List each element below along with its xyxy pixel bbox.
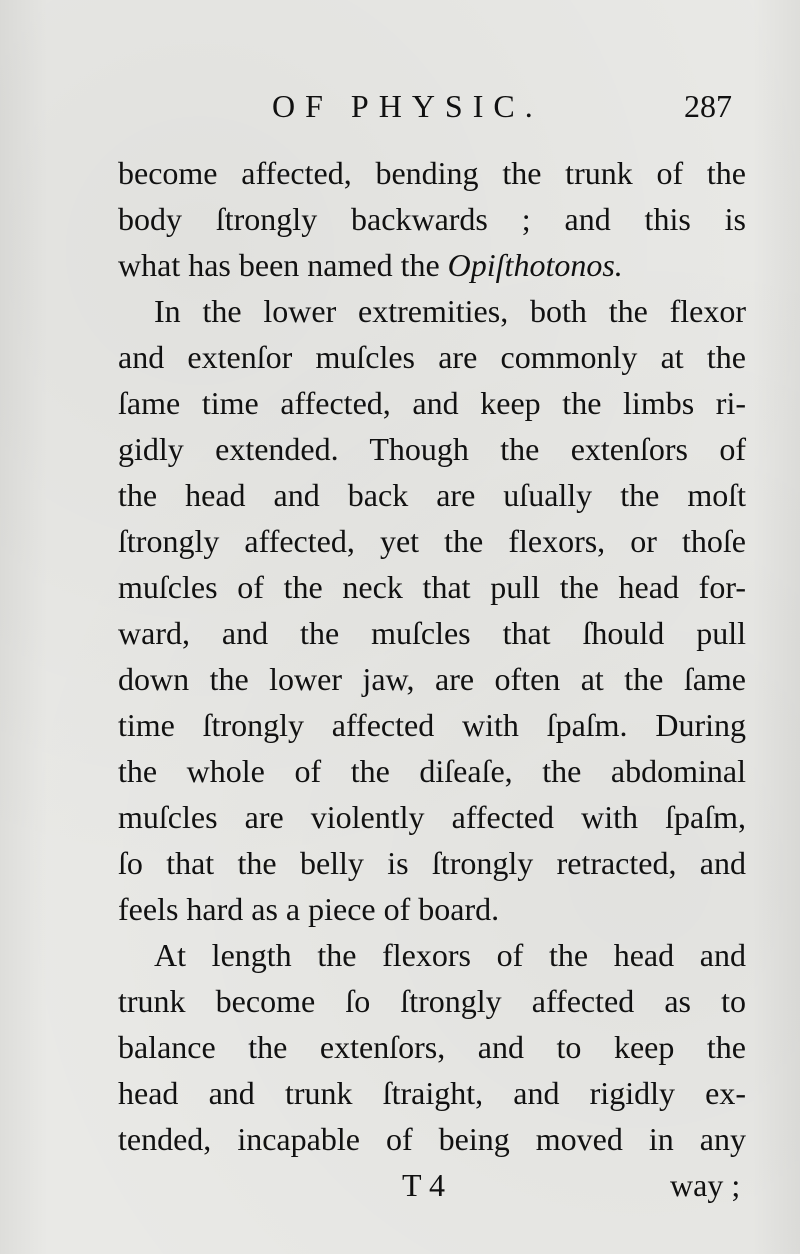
- opisthotonos-term: Opiſthotonos.: [447, 247, 623, 283]
- text-line-15: muſcles are violently affected with ſpaſm,: [118, 799, 746, 835]
- text-line-3: [118, 242, 746, 288]
- text-line-6: ſame time affected, and keep the limbs ri-: [118, 385, 746, 421]
- text-line-10: muſcles of the neck that pull the head for-: [118, 569, 746, 605]
- text-line-11: ward, and the muſcles that ſhould pull: [118, 615, 746, 651]
- text-line-8: the head and back are uſually the moſt: [118, 477, 746, 513]
- text-line-18: At length the flexors of the head and: [154, 937, 746, 973]
- text-line-17: feels hard as a piece of board.: [118, 891, 500, 927]
- text-line-16: ſo that the belly is ſtrongly retracted, and: [118, 845, 746, 881]
- text-line-2: body ſtrongly backwards ; and this is: [118, 201, 746, 237]
- text-line-3-lead: what has been named the: [118, 247, 448, 283]
- text-line-21: head and trunk ſtraight, and rigidly ex-: [118, 1075, 746, 1111]
- text-line-9: ſtrongly affected, yet the flexors, or thoſe: [118, 523, 746, 559]
- page-header: [0, 84, 800, 128]
- text-line-12: down the lower jaw, are often at the ſame: [118, 661, 746, 697]
- text-line-13: time ſtrongly affected with ſpaſm. During: [118, 707, 746, 743]
- text-line-14: the whole of the diſeaſe, the abdominal: [118, 753, 746, 789]
- running-title: OF PHYSIC.: [272, 88, 543, 124]
- page-number: 287: [684, 88, 732, 124]
- text-line-19: trunk become ſo ſtrongly affected as to: [118, 983, 746, 1019]
- body-text: [118, 150, 746, 1162]
- text-line-7: gidly extended. Though the extenſors of: [118, 431, 746, 467]
- text-line-20: balance the extenſors, and to keep the: [118, 1029, 746, 1065]
- text-line-5: and extenſor muſcles are commonly at the: [118, 339, 746, 375]
- signature-mark: T 4: [402, 1167, 445, 1203]
- page-footer: [0, 1162, 800, 1208]
- text-line-4: In the lower extremities, both the flexor: [154, 293, 746, 329]
- text-line-22: tended, incapable of being moved in any: [118, 1121, 746, 1157]
- text-line-1: become affected, bending the trunk of the: [118, 155, 746, 191]
- catchword: way ;: [670, 1167, 741, 1203]
